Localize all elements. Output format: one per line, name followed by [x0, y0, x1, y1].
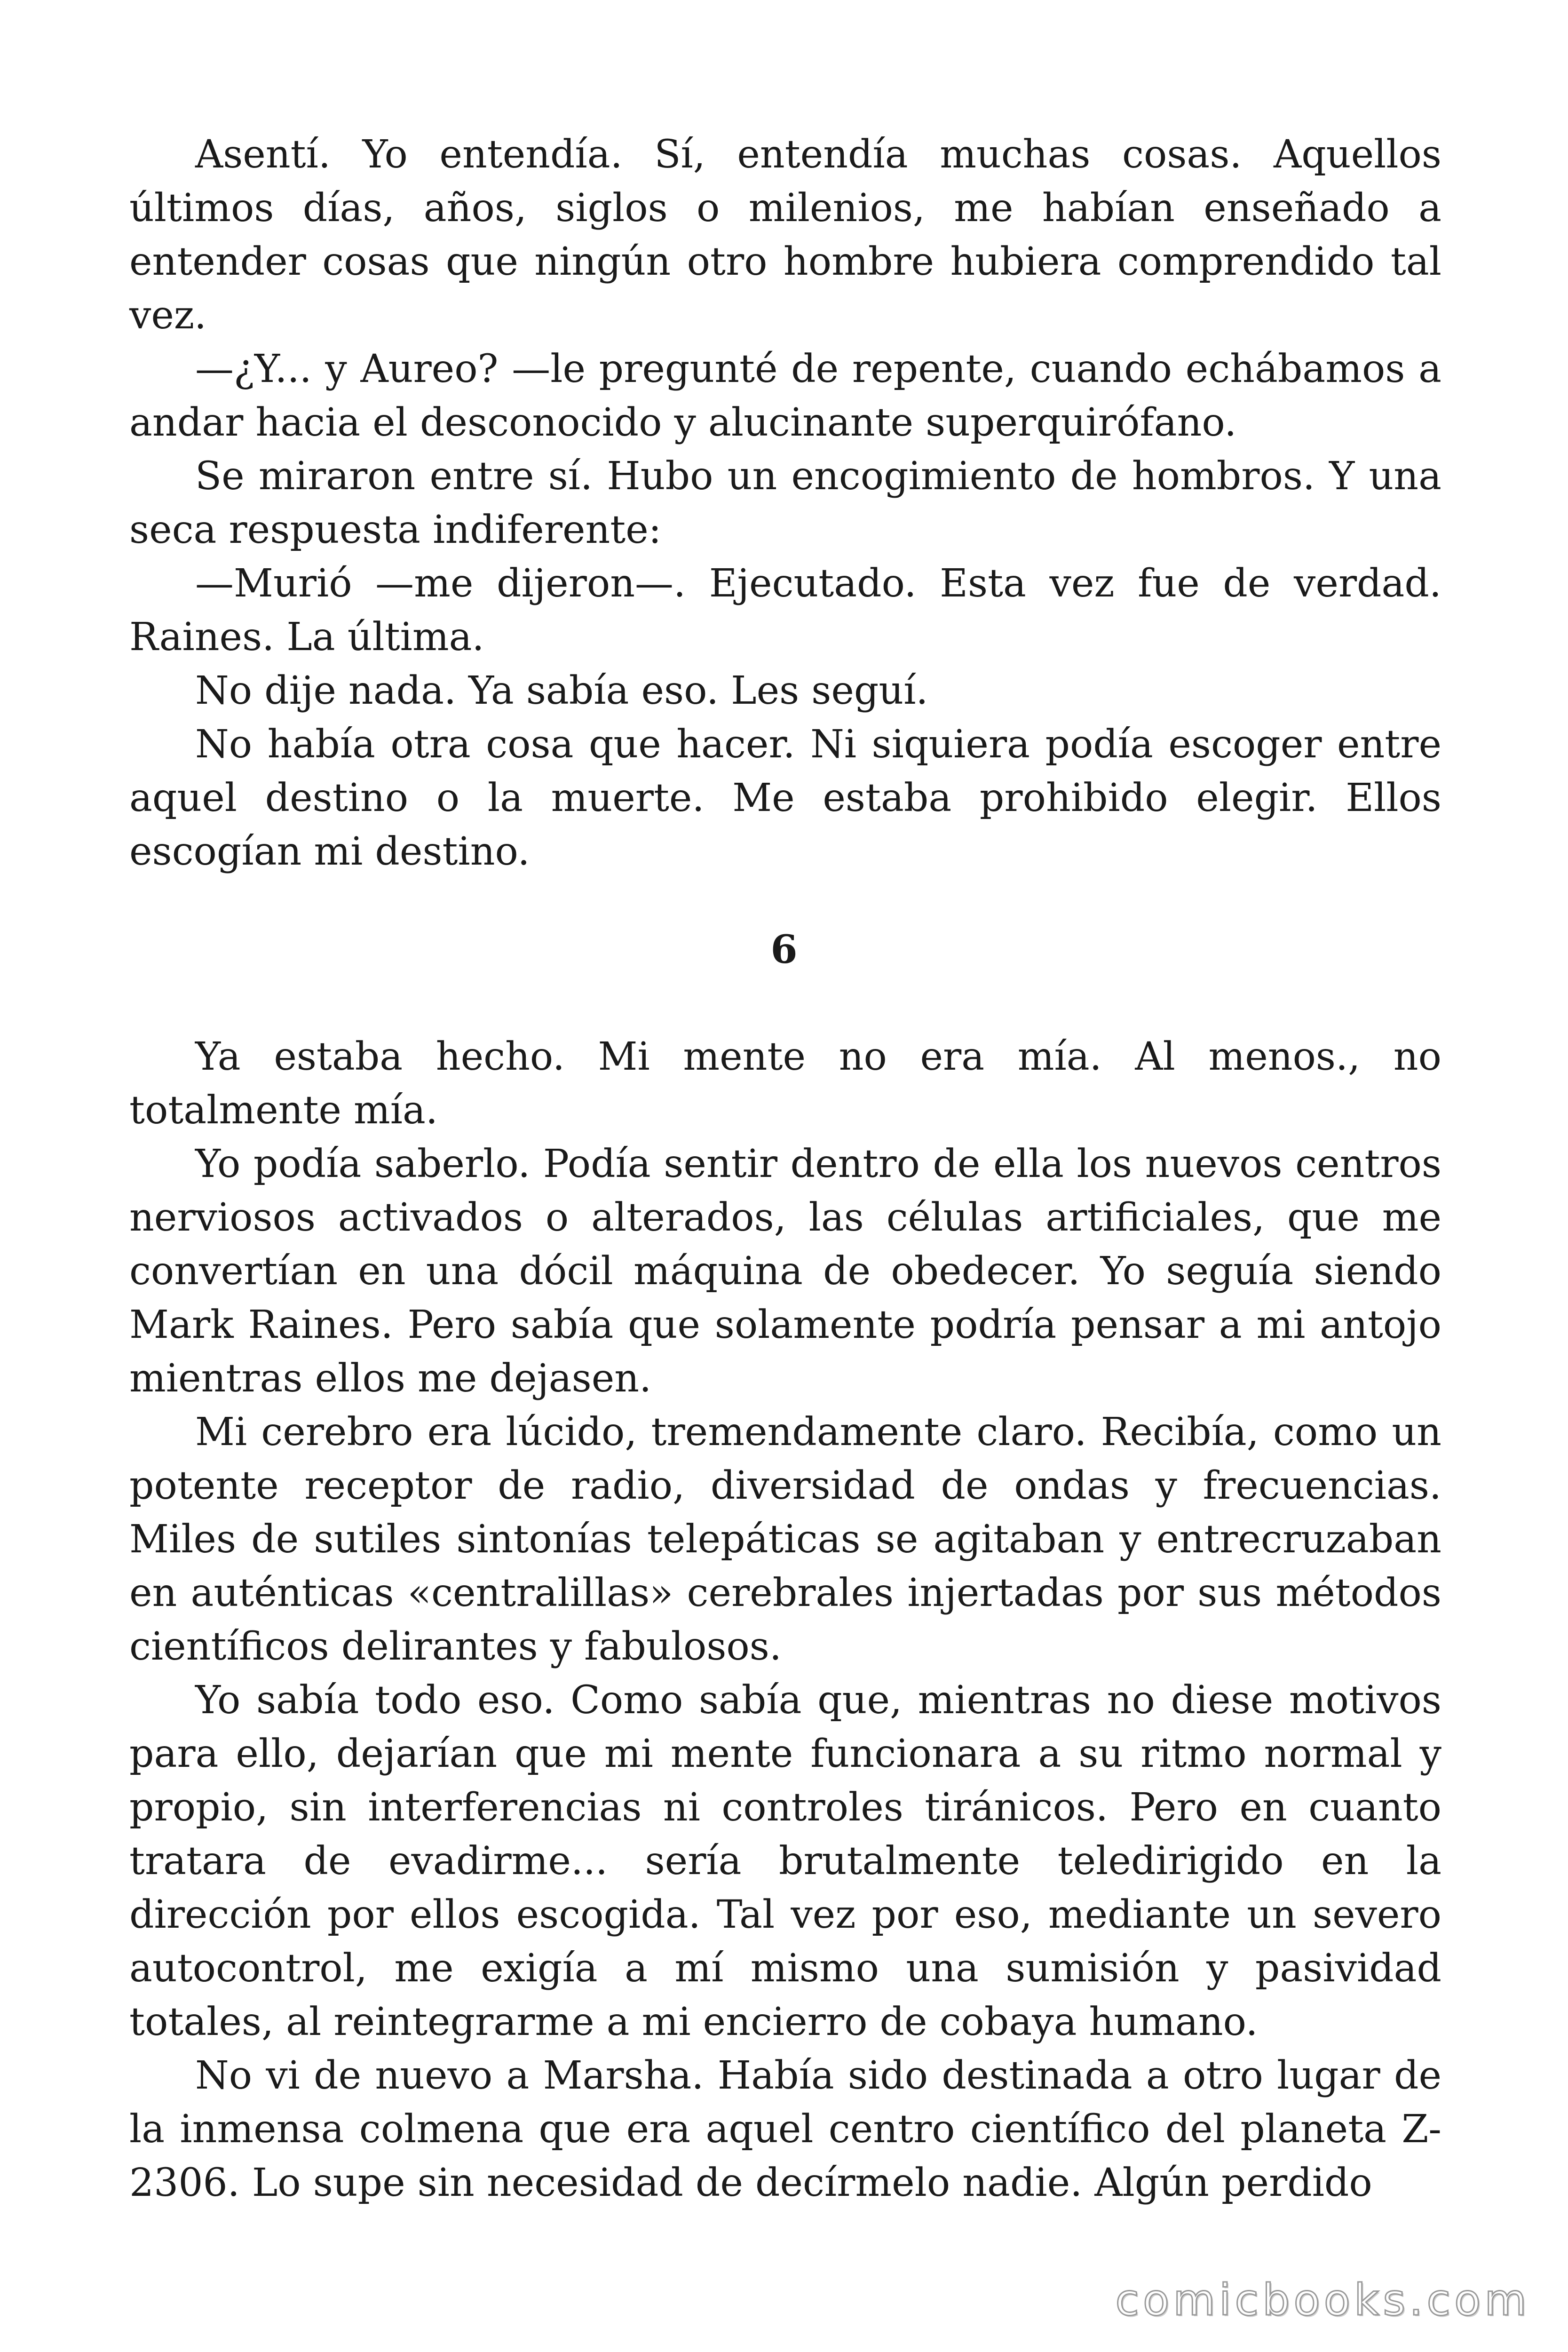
paragraph: —¿Y... y Aureo? —le pregunté de repente, cuando echábamos a andar hacia el desconocido y alucinante superquirófano. [129, 347, 1441, 445]
body-text-before-chapter [129, 128, 1441, 879]
paragraph: Mi cerebro era lúcido, tremendamente claro. Recibía, como un potente receptor de radio, diversidad de ondas y frecuencias. Miles de sutiles sintonías telepáticas se agitaban y entrecruzaban en auténticas «centralillas» cerebrales injertadas por sus métodos científicos delirantes y fabulosos. [129, 1410, 1441, 1669]
paragraph: Se miraron entre sí. Hubo un encogimiento de hombros. Y una seca respuesta indiferente: [129, 454, 1441, 552]
paragraph: —Murió —me dijeron—. Ejecutado. Esta vez fue de verdad. Raines. La última. [129, 561, 1441, 660]
paragraph: Ya estaba hecho. Mi mente no era mía. Al menos., no totalmente mía. [129, 1034, 1441, 1133]
paragraph: No había otra cosa que hacer. Ni siquiera podía escoger entre aquel destino o la muerte. Me estaba prohibido elegir. Ellos escogían mi destino. [129, 722, 1441, 874]
paragraph: No vi de nuevo a Marsha. Había sido destinada a otro lugar de la inmensa colmena que era aquel centro científico del planeta Z-2306. Lo supe sin necesidad de decírmelo nadie. Algún perdido [129, 2053, 1441, 2205]
paragraph: No dije nada. Ya sabía eso. Les seguí. [195, 668, 928, 713]
paragraph: Asentí. Yo entendía. Sí, entendía muchas cosas. Aquellos últimos días, años, siglos o milenios, me habían enseñado a entender cosas que ningún otro hombre hubiera comprendido tal vez. [129, 132, 1441, 338]
paragraph: Yo podía saberlo. Podía sentir dentro de ella los nuevos centros nerviosos activados o alterados, las células artificiales, que me convertían en una dócil máquina de obedecer. Yo seguía siendo Mark Raines. Pero sabía que solamente podría pensar a mi antojo mientras ellos me dejasen. [129, 1142, 1441, 1401]
watermark: comicbooks.com [1115, 2275, 1530, 2325]
chapter-number: 6 [770, 927, 798, 972]
paragraph: Yo sabía todo eso. Como sabía que, mientras no diese motivos para ello, dejarían que mi mente funcionara a su ritmo normal y propio, sin interferencias ni controles tiránicos. Pero en cuanto tratara de evadirme... sería brutalmente teledirigido en la dirección por ellos escogida. Tal vez por eso, mediante un severo autocontrol, me exigía a mí mismo una sumisión y pasividad totales, al reintegrarme a mi encierro de cobaya humano. [129, 1678, 1441, 2044]
body-text-after-chapter [129, 1030, 1441, 2210]
